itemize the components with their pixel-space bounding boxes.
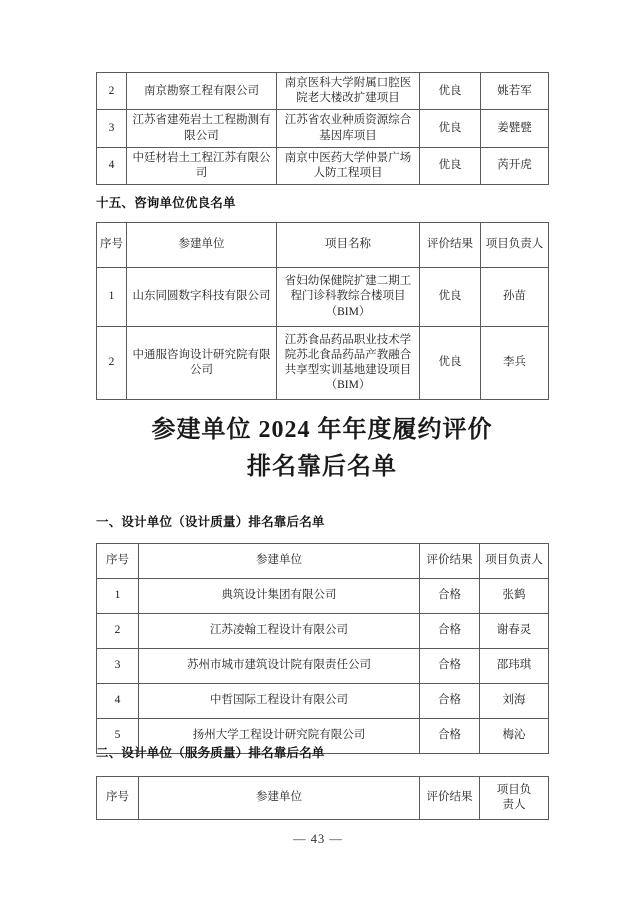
document-title bbox=[56, 412, 588, 486]
row-result: 优良 bbox=[420, 268, 481, 327]
row-unit: 中哲国际工程设计有限公司 bbox=[139, 684, 420, 719]
row-index: 1 bbox=[97, 579, 139, 614]
col-header-manager: 项目负责人 bbox=[481, 223, 549, 268]
row-unit: 中廷材岩土工程江苏有限公司 bbox=[127, 147, 277, 184]
row-project: 省妇幼保健院扩建二期工程门诊科教综合楼项目（BIM） bbox=[277, 268, 420, 327]
row-index: 4 bbox=[97, 147, 127, 184]
col-header-unit: 参建单位 bbox=[127, 223, 277, 268]
row-index: 2 bbox=[97, 327, 127, 400]
row-manager: 芮开虎 bbox=[481, 147, 549, 184]
consulting-excellent-table bbox=[96, 222, 549, 400]
row-index: 4 bbox=[97, 684, 139, 719]
col-header-index: 序号 bbox=[97, 544, 139, 579]
section-heading-2: 二、设计单位（服务质量）排名靠后名单 bbox=[96, 746, 325, 760]
row-index: 1 bbox=[97, 268, 127, 327]
table-row bbox=[97, 614, 549, 649]
col-header-project: 项目名称 bbox=[277, 223, 420, 268]
row-manager: 姜甓甓 bbox=[481, 110, 549, 147]
continued-table bbox=[96, 72, 549, 185]
row-result: 合格 bbox=[420, 614, 480, 649]
row-manager: 姚若军 bbox=[481, 73, 549, 110]
col-header-unit: 参建单位 bbox=[139, 777, 420, 820]
col-header-manager: 项目负责人 bbox=[480, 544, 549, 579]
col-header-result: 评价结果 bbox=[420, 223, 481, 268]
table-row bbox=[97, 73, 549, 110]
row-manager: 谢春灵 bbox=[480, 614, 549, 649]
row-unit: 中通服咨询设计研究院有限公司 bbox=[127, 327, 277, 400]
row-unit: 山东同圆数字科技有限公司 bbox=[127, 268, 277, 327]
table-header-row bbox=[97, 223, 549, 268]
table-row bbox=[97, 327, 549, 400]
table-row bbox=[97, 579, 549, 614]
document-title-line-1: 参建单位 2024 年年度履约评价 bbox=[151, 417, 493, 443]
row-index: 5 bbox=[97, 719, 139, 754]
row-manager: 李兵 bbox=[481, 327, 549, 400]
row-project: 江苏省农业种质资源综合基因库项目 bbox=[277, 110, 420, 147]
row-result: 合格 bbox=[420, 579, 480, 614]
row-unit: 江苏省建苑岩土工程勘测有限公司 bbox=[127, 110, 277, 147]
row-index: 3 bbox=[97, 649, 139, 684]
row-result: 合格 bbox=[420, 684, 480, 719]
row-manager: 刘海 bbox=[480, 684, 549, 719]
row-result: 优良 bbox=[420, 147, 481, 184]
row-index: 2 bbox=[97, 614, 139, 649]
row-manager: 梅沁 bbox=[480, 719, 549, 754]
row-manager: 孙苗 bbox=[481, 268, 549, 327]
page-number: — 43 — bbox=[293, 832, 343, 846]
row-project: 江苏食品药品职业技术学院苏北食品药品产教融合共享型实训基地建设项目（BIM） bbox=[277, 327, 420, 400]
table-row bbox=[97, 684, 549, 719]
row-result: 优良 bbox=[420, 73, 481, 110]
section-heading-15: 十五、咨询单位优良名单 bbox=[96, 196, 236, 210]
col-header-result: 评价结果 bbox=[420, 777, 480, 820]
row-index: 2 bbox=[97, 73, 127, 110]
section-15-table-wrapper bbox=[96, 222, 548, 400]
row-unit: 南京勘察工程有限公司 bbox=[127, 73, 277, 110]
table-row bbox=[97, 268, 549, 327]
design-service-ranking-table bbox=[96, 776, 549, 820]
row-project: 南京中医药大学仲景广场人防工程项目 bbox=[277, 147, 420, 184]
section-heading-1: 一、设计单位（设计质量）排名靠后名单 bbox=[96, 515, 325, 529]
design-quality-ranking-table bbox=[96, 543, 549, 754]
row-unit: 典筑设计集团有限公司 bbox=[139, 579, 420, 614]
row-manager: 张鹤 bbox=[480, 579, 549, 614]
col-header-result: 评价结果 bbox=[420, 544, 480, 579]
row-result: 优良 bbox=[420, 327, 481, 400]
row-result: 合格 bbox=[420, 649, 480, 684]
document-title-line-2: 排名靠后名单 bbox=[247, 454, 397, 481]
col-header-manager: 项目负责人 bbox=[480, 777, 549, 820]
table-header-row bbox=[97, 544, 549, 579]
col-header-index: 序号 bbox=[97, 223, 127, 268]
table-row bbox=[97, 147, 549, 184]
table-row bbox=[97, 110, 549, 147]
row-manager: 邵玮琪 bbox=[480, 649, 549, 684]
row-result: 合格 bbox=[420, 719, 480, 754]
col-header-unit: 参建单位 bbox=[139, 544, 420, 579]
continued-table-wrapper bbox=[96, 72, 548, 185]
row-project: 南京医科大学附属口腔医院老大楼改扩建项目 bbox=[277, 73, 420, 110]
section-2-table-wrapper bbox=[96, 776, 548, 820]
table-row bbox=[97, 649, 549, 684]
row-unit: 苏州市城市建筑设计院有限责任公司 bbox=[139, 649, 420, 684]
table-header-row bbox=[97, 777, 549, 820]
section-1-table-wrapper bbox=[96, 543, 548, 754]
row-unit: 扬州大学工程设计研究院有限公司 bbox=[139, 719, 420, 754]
row-unit: 江苏凌翰工程设计有限公司 bbox=[139, 614, 420, 649]
col-header-index: 序号 bbox=[97, 777, 139, 820]
row-index: 3 bbox=[97, 110, 127, 147]
row-result: 优良 bbox=[420, 110, 481, 147]
